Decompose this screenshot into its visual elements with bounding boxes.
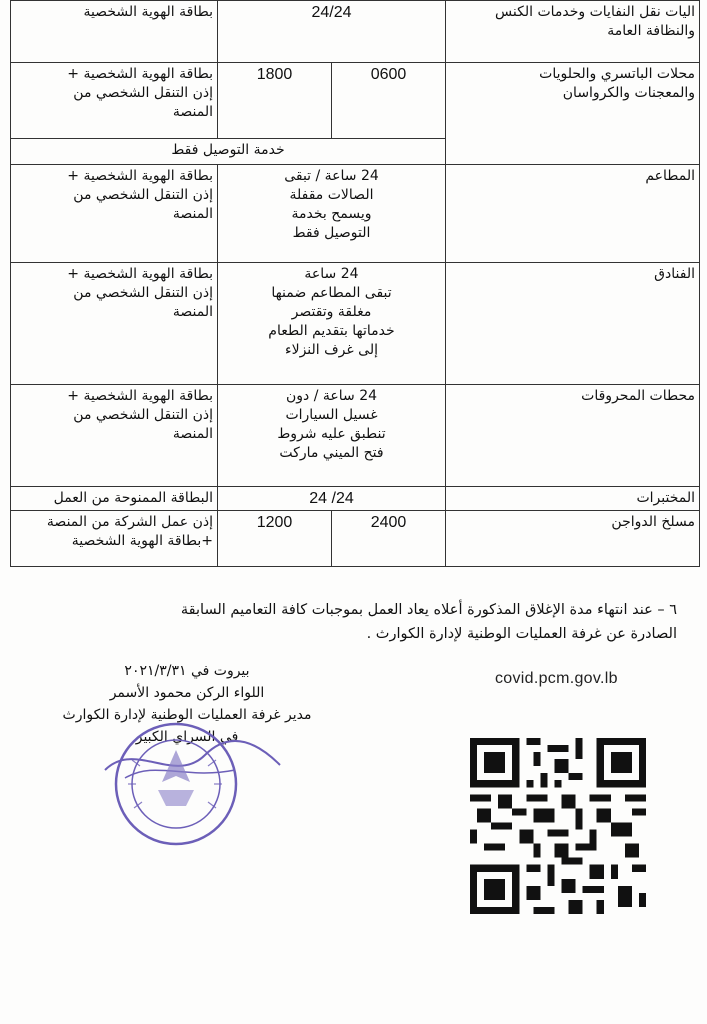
requirement-cell: بطاقة الهوية الشخصية + إذن التنقل الشخصي من المنصة: [11, 385, 218, 487]
requirement-cell: بطاقة الهوية الشخصية + إذن التنقل الشخصي من المنصة: [11, 63, 218, 139]
closing-time-cell: 1200: [218, 511, 332, 567]
category-cell: محلات الباتسري والحلويات والمعجنات والكرواسان: [446, 63, 700, 165]
requirement-cell: إذن عمل الشركة من المنصة +بطاقة الهوية الشخصية: [11, 511, 218, 567]
time-cell: 24 ساعة / تبقى الصالات مقفلة ويسمح بخدمة التوصيل فقط: [218, 165, 446, 263]
category-cell: المختبرات: [446, 487, 700, 511]
signatory-title: مدير غرفة العمليات الوطنية لإدارة الكوارث: [62, 707, 312, 723]
time-cell: 24 ساعة تبقى المطاعم ضمنها مغلقة وتقتصر خدماتها بتقديم الطعام إلى غرف النزلاء: [218, 263, 446, 385]
category-cell: الفنادق: [446, 263, 700, 385]
table-row: [11, 487, 700, 511]
requirement-cell: البطاقة الممنوحة من العمل: [11, 487, 218, 511]
opening-time-cell: 2400: [332, 511, 446, 567]
place-date: بيروت في ٢٠٢١/٣/٣١: [124, 663, 250, 679]
opening-time-cell: 0600: [332, 63, 446, 139]
website-url: covid.pcm.gov.lb: [495, 670, 618, 687]
category-cell: المطاعم: [446, 165, 700, 263]
table-row: [11, 263, 700, 385]
table-row: [11, 63, 700, 139]
signatory-name: اللواء الركن محمود الأسمر: [109, 685, 265, 701]
schedule-table: [10, 0, 700, 567]
requirement-cell: بطاقة الهوية الشخصية: [11, 1, 218, 63]
category-cell: اليات نقل النفايات وخدمات الكنس والنظافة العامة: [446, 1, 700, 63]
closing-note: ٦ – عند انتهاء مدة الإغلاق المذكورة أعلاه يعاد العمل بموجبات كافة التعاميم السابقة الصادرة عن غرفة العمليات الوطنية لإدارة الكوارث .: [180, 602, 677, 642]
signatory-location: في السراي الكبير: [135, 729, 239, 745]
time-cell: 24/ 24: [218, 487, 446, 511]
closing-time-cell: 1800: [218, 63, 332, 139]
category-cell: مسلخ الدواجن: [446, 511, 700, 567]
delivery-only-note: خدمة التوصيل فقط: [11, 139, 446, 165]
requirement-cell: بطاقة الهوية الشخصية + إذن التنقل الشخصي من المنصة: [11, 165, 218, 263]
table-row: [11, 165, 700, 263]
requirement-cell: بطاقة الهوية الشخصية + إذن التنقل الشخصي من المنصة: [11, 263, 218, 385]
table-row: [11, 385, 700, 487]
time-cell: 24/24: [218, 1, 446, 63]
category-cell: محطات المحروقات: [446, 385, 700, 487]
table-row: [11, 1, 700, 63]
table-row: [11, 511, 700, 567]
time-cell: 24 ساعة / دون غسيل السيارات تنطبق عليه شروط فتح الميني ماركت: [218, 385, 446, 487]
official-stamp-icon: [112, 720, 240, 848]
qr-code-icon: [470, 738, 646, 914]
